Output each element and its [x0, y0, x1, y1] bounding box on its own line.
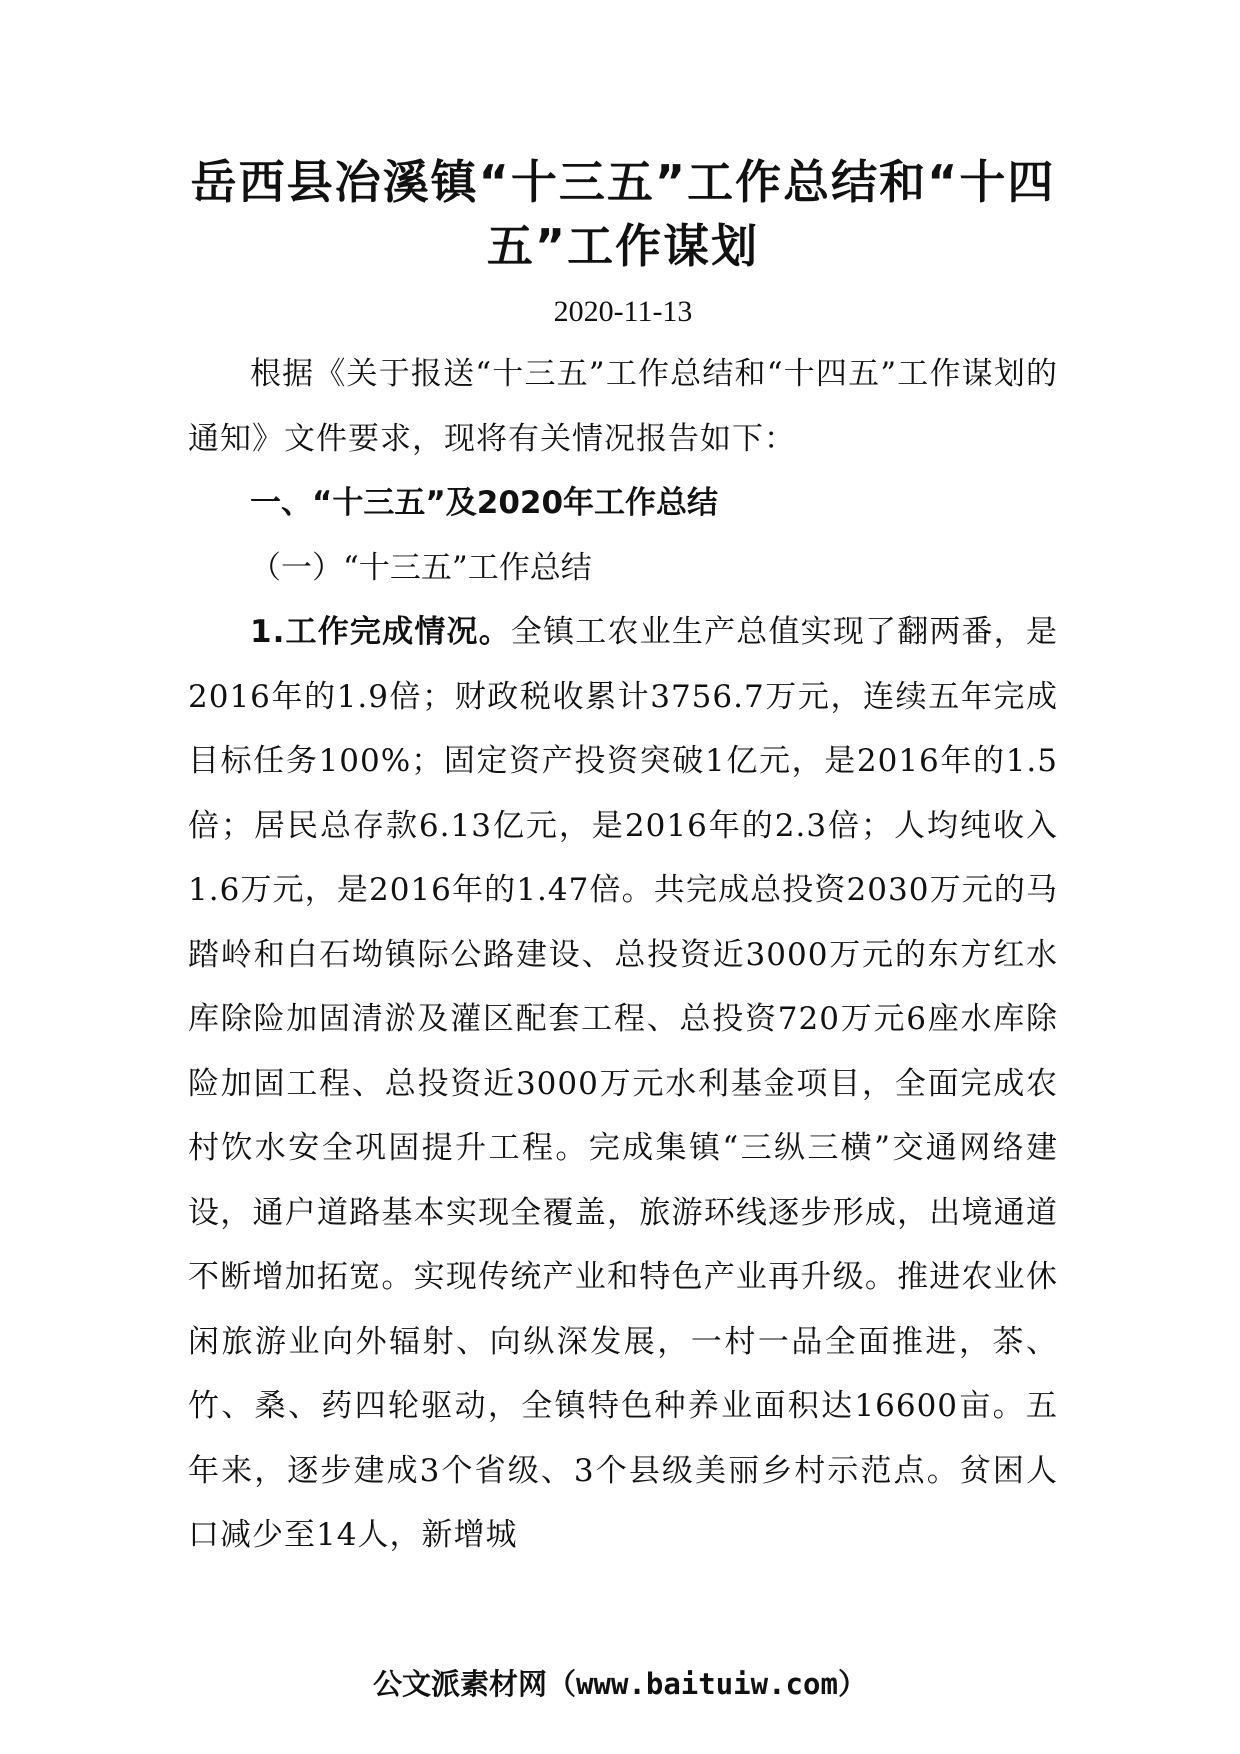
paragraph-lead: 1.工作完成情况。 — [250, 614, 511, 650]
body-paragraph — [188, 600, 1058, 1568]
section-heading: 一、“十三五”及2020年工作总结 — [250, 485, 719, 521]
footer-url: www.baituiw.com — [576, 1667, 838, 1701]
footer-suffix: ） — [837, 1667, 867, 1701]
document-title: 岳西县冶溪镇“十三五”工作总结和“十四五”工作谋划 — [190, 155, 1056, 273]
document-date: 2020-11-13 — [553, 295, 693, 328]
subsection-heading: （一）“十三五”工作总结 — [250, 549, 592, 586]
footer-watermark — [0, 1662, 1240, 1703]
intro-paragraph: 根据《关于报送“十三五”工作总结和“十四五”工作谋划的通知》文件要求，现将有关情况报告如下： — [188, 356, 1058, 457]
paragraph-body: 全镇工农业生产总值实现了翻两番，是2016年的1.9倍；财政税收累计3756.7万元，连续五年完成目标任务100%；固定资产投资突破1亿元，是2016年的1.5倍；居民总存款6.13亿元，是2016年的2.3倍；人均纯收入1.6万元，是2016年的1.47倍。共完成总投资2030万元的马踏岭和白石坳镇际公路建设、总投资近3000万元的东方红水库除险加固清淤及灌区配套工程、总投资720万元6座水库除险加固工程、总投资近3000万元水利基金项目，全面完成农村饮水安全巩固提升工程。完成集镇“三纵三横”交通网络建设，通户道路基本实现全覆盖，旅游环线逐步形成，出境通道不断增加拓宽。实现传统产业和特色产业再升级。推进农业休闲旅游业向外辐射、向纵深发展，一村一品全面推进，茶、竹、桑、药四轮驱动，全镇特色种养业面积达16600亩。五年来，逐步建成3个省级、3个县级美丽乡村示范点。贫困人口减少至14人，新增城 — [188, 614, 1058, 1553]
footer-prefix: 公文派素材网（ — [373, 1667, 577, 1701]
document-page — [188, 150, 1058, 1568]
